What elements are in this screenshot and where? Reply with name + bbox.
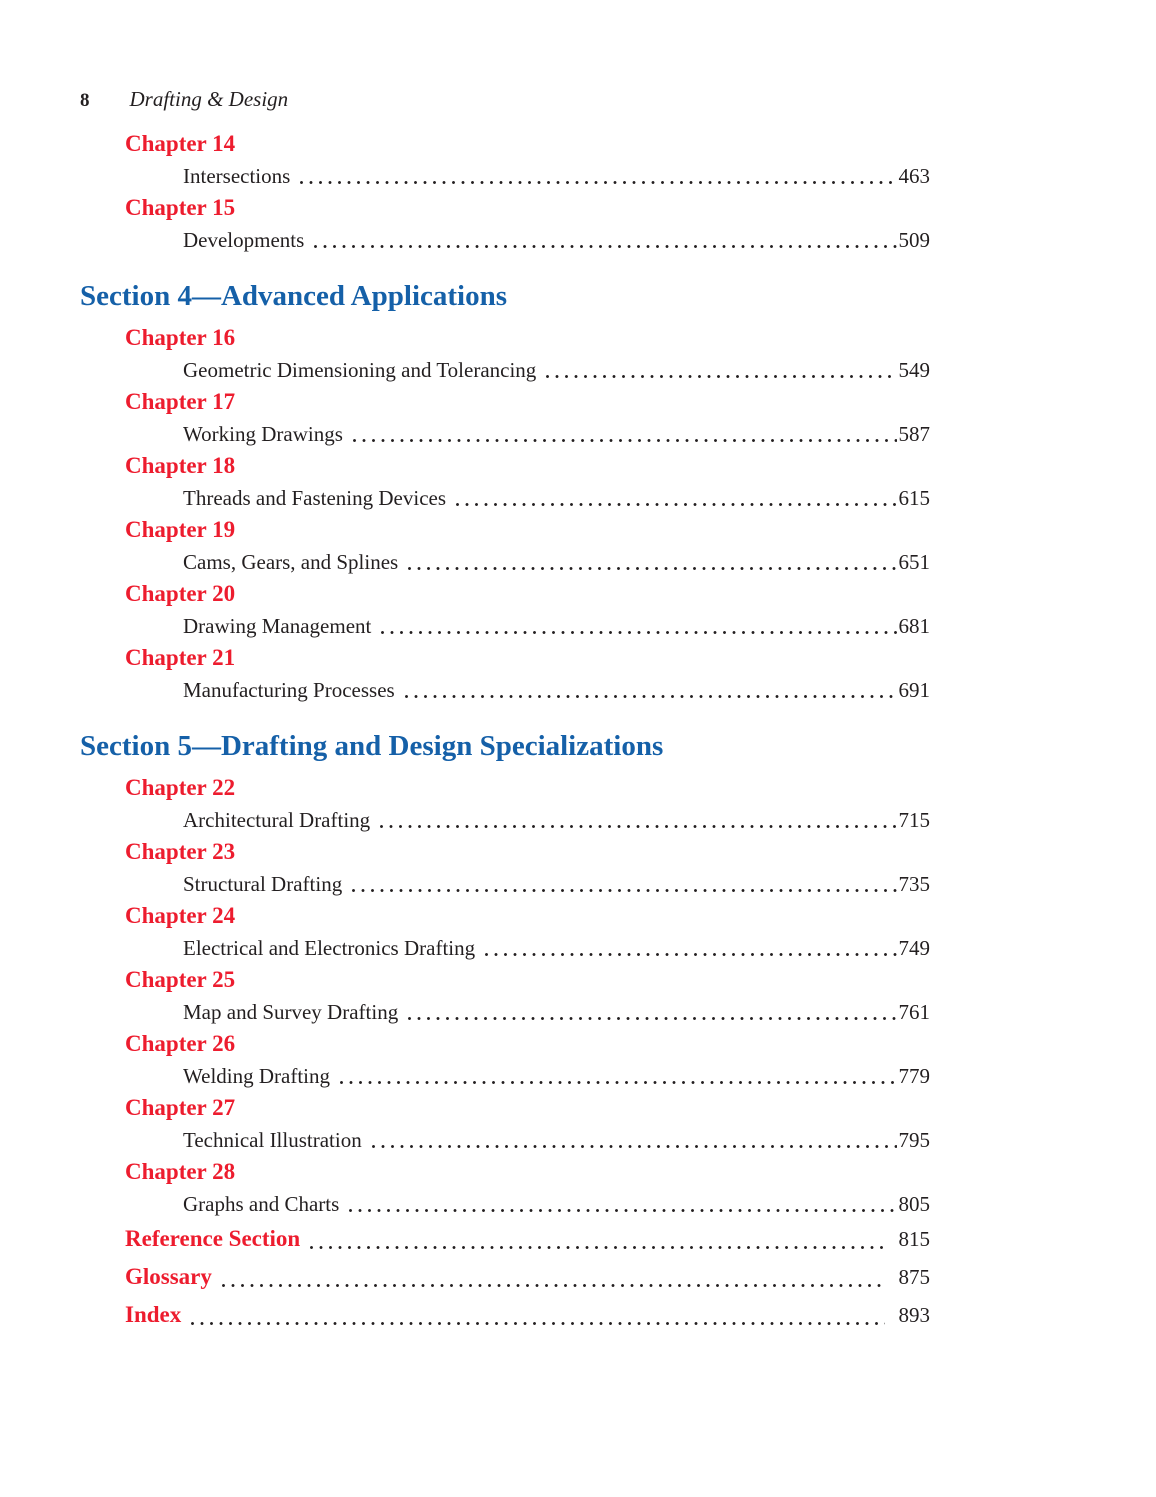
chapter-label: Chapter 16 bbox=[125, 325, 236, 350]
page-ref: 761 bbox=[898, 1000, 930, 1024]
chapter-label: Chapter 19 bbox=[125, 517, 236, 542]
chapter-label: Chapter 24 bbox=[125, 903, 236, 928]
chapter-title: Map and Survey Drafting bbox=[183, 1000, 399, 1024]
chapter-title-row bbox=[183, 1124, 930, 1156]
chapter-label: Chapter 17 bbox=[125, 389, 236, 414]
dot-leader bbox=[353, 439, 897, 442]
chapter-title-row bbox=[183, 674, 930, 706]
chapter-title: Working Drawings bbox=[183, 422, 343, 446]
back-matter-entry bbox=[125, 1296, 930, 1334]
dot-leader bbox=[381, 631, 896, 634]
dot-leader bbox=[314, 245, 896, 248]
page-ref: 691 bbox=[898, 678, 930, 702]
toc-chapter-entry bbox=[80, 386, 930, 450]
chapter-label: Chapter 28 bbox=[125, 1159, 236, 1184]
chapter-label: Chapter 21 bbox=[125, 645, 236, 670]
section-heading: Section 4—Advanced Applications bbox=[80, 280, 507, 312]
chapter-title: Developments bbox=[183, 228, 305, 252]
page-ref: 779 bbox=[898, 1064, 930, 1088]
page-ref: 815 bbox=[898, 1227, 930, 1251]
dot-leader bbox=[191, 1322, 884, 1325]
dot-leader bbox=[380, 825, 896, 828]
section-heading: Section 5—Drafting and Design Specializations bbox=[80, 730, 664, 762]
chapter-title: Technical Illustration bbox=[183, 1128, 362, 1152]
chapter-title-row bbox=[183, 868, 930, 900]
toc-chapter-entry bbox=[80, 578, 930, 642]
dot-leader bbox=[408, 567, 896, 570]
page-ref: 875 bbox=[898, 1265, 930, 1289]
toc-chapter-entry bbox=[80, 900, 930, 964]
page-ref: 549 bbox=[898, 358, 930, 382]
chapter-title-row bbox=[183, 932, 930, 964]
chapter-title: Graphs and Charts bbox=[183, 1192, 340, 1216]
book-title: Drafting & Design bbox=[129, 87, 289, 111]
toc-chapter-entry bbox=[80, 836, 930, 900]
chapter-title-row bbox=[183, 224, 930, 256]
page-ref: 651 bbox=[898, 550, 930, 574]
toc-chapter-entry bbox=[80, 1028, 930, 1092]
chapter-title-row bbox=[183, 804, 930, 836]
chapter-title: Welding Drafting bbox=[183, 1064, 331, 1088]
chapter-title-row bbox=[183, 354, 930, 386]
back-matter-entry bbox=[125, 1220, 930, 1258]
toc-chapter-entry bbox=[80, 450, 930, 514]
chapter-title-row bbox=[183, 1060, 930, 1092]
page-header bbox=[80, 86, 288, 114]
page-ref: 805 bbox=[898, 1192, 930, 1216]
toc-chapter-entry bbox=[80, 964, 930, 1028]
chapter-label: Chapter 27 bbox=[125, 1095, 236, 1120]
chapter-title: Electrical and Electronics Drafting bbox=[183, 936, 476, 960]
page-ref: 795 bbox=[898, 1128, 930, 1152]
toc-chapter-entry bbox=[80, 1092, 930, 1156]
page-ref: 615 bbox=[898, 486, 930, 510]
chapter-title-row bbox=[183, 546, 930, 578]
dot-leader bbox=[456, 503, 896, 506]
chapter-title: Threads and Fastening Devices bbox=[183, 486, 447, 510]
back-matter-entry bbox=[125, 1258, 930, 1296]
toc-chapter-entry bbox=[80, 642, 930, 706]
chapter-title: Structural Drafting bbox=[183, 872, 343, 896]
toc-chapter-entry bbox=[80, 128, 930, 192]
chapter-label: Chapter 20 bbox=[125, 581, 236, 606]
page-ref: 587 bbox=[898, 422, 930, 446]
chapter-label: Chapter 18 bbox=[125, 453, 236, 478]
back-matter-title: Glossary bbox=[125, 1264, 212, 1289]
chapter-title-row bbox=[183, 160, 930, 192]
dot-leader bbox=[485, 953, 896, 956]
chapter-label: Chapter 14 bbox=[125, 131, 236, 156]
dot-leader bbox=[372, 1145, 897, 1148]
page-ref: 681 bbox=[898, 614, 930, 638]
back-matter-title: Reference Section bbox=[125, 1226, 301, 1251]
back-matter-title: Index bbox=[125, 1302, 182, 1327]
table-of-contents bbox=[80, 128, 930, 1334]
chapter-label: Chapter 22 bbox=[125, 775, 236, 800]
page-ref: 463 bbox=[898, 164, 930, 188]
dot-leader bbox=[546, 375, 896, 378]
chapter-title: Manufacturing Processes bbox=[183, 678, 395, 702]
dot-leader bbox=[349, 1209, 896, 1212]
chapter-title: Geometric Dimensioning and Tolerancing bbox=[183, 358, 537, 382]
chapter-title-row bbox=[183, 1188, 930, 1220]
chapter-title: Intersections bbox=[183, 164, 291, 188]
chapter-label: Chapter 25 bbox=[125, 967, 236, 992]
page-ref: 735 bbox=[898, 872, 930, 896]
dot-leader bbox=[300, 181, 896, 184]
page-ref: 749 bbox=[898, 936, 930, 960]
dot-leader bbox=[310, 1246, 884, 1249]
page-ref: 893 bbox=[898, 1303, 930, 1327]
chapter-title-row bbox=[183, 482, 930, 514]
dot-leader bbox=[405, 695, 897, 698]
chapter-label: Chapter 15 bbox=[125, 195, 236, 220]
page-number: 8 bbox=[80, 90, 90, 111]
toc-chapter-entry bbox=[80, 1156, 930, 1220]
dot-leader bbox=[408, 1017, 896, 1020]
page-ref: 715 bbox=[898, 808, 930, 832]
chapter-title-row bbox=[183, 610, 930, 642]
chapter-label: Chapter 23 bbox=[125, 839, 236, 864]
toc-chapter-entry bbox=[80, 772, 930, 836]
toc-chapter-entry bbox=[80, 192, 930, 256]
chapter-label: Chapter 26 bbox=[125, 1031, 236, 1056]
chapter-title: Cams, Gears, and Splines bbox=[183, 550, 399, 574]
chapter-title: Architectural Drafting bbox=[183, 808, 371, 832]
chapter-title-row bbox=[183, 996, 930, 1028]
chapter-title: Drawing Management bbox=[183, 614, 372, 638]
toc-chapter-entry bbox=[80, 514, 930, 578]
dot-leader bbox=[340, 1081, 896, 1084]
toc-chapter-entry bbox=[80, 322, 930, 386]
dot-leader bbox=[222, 1284, 885, 1287]
page-ref: 509 bbox=[898, 228, 930, 252]
dot-leader bbox=[352, 889, 896, 892]
chapter-title-row bbox=[183, 418, 930, 450]
